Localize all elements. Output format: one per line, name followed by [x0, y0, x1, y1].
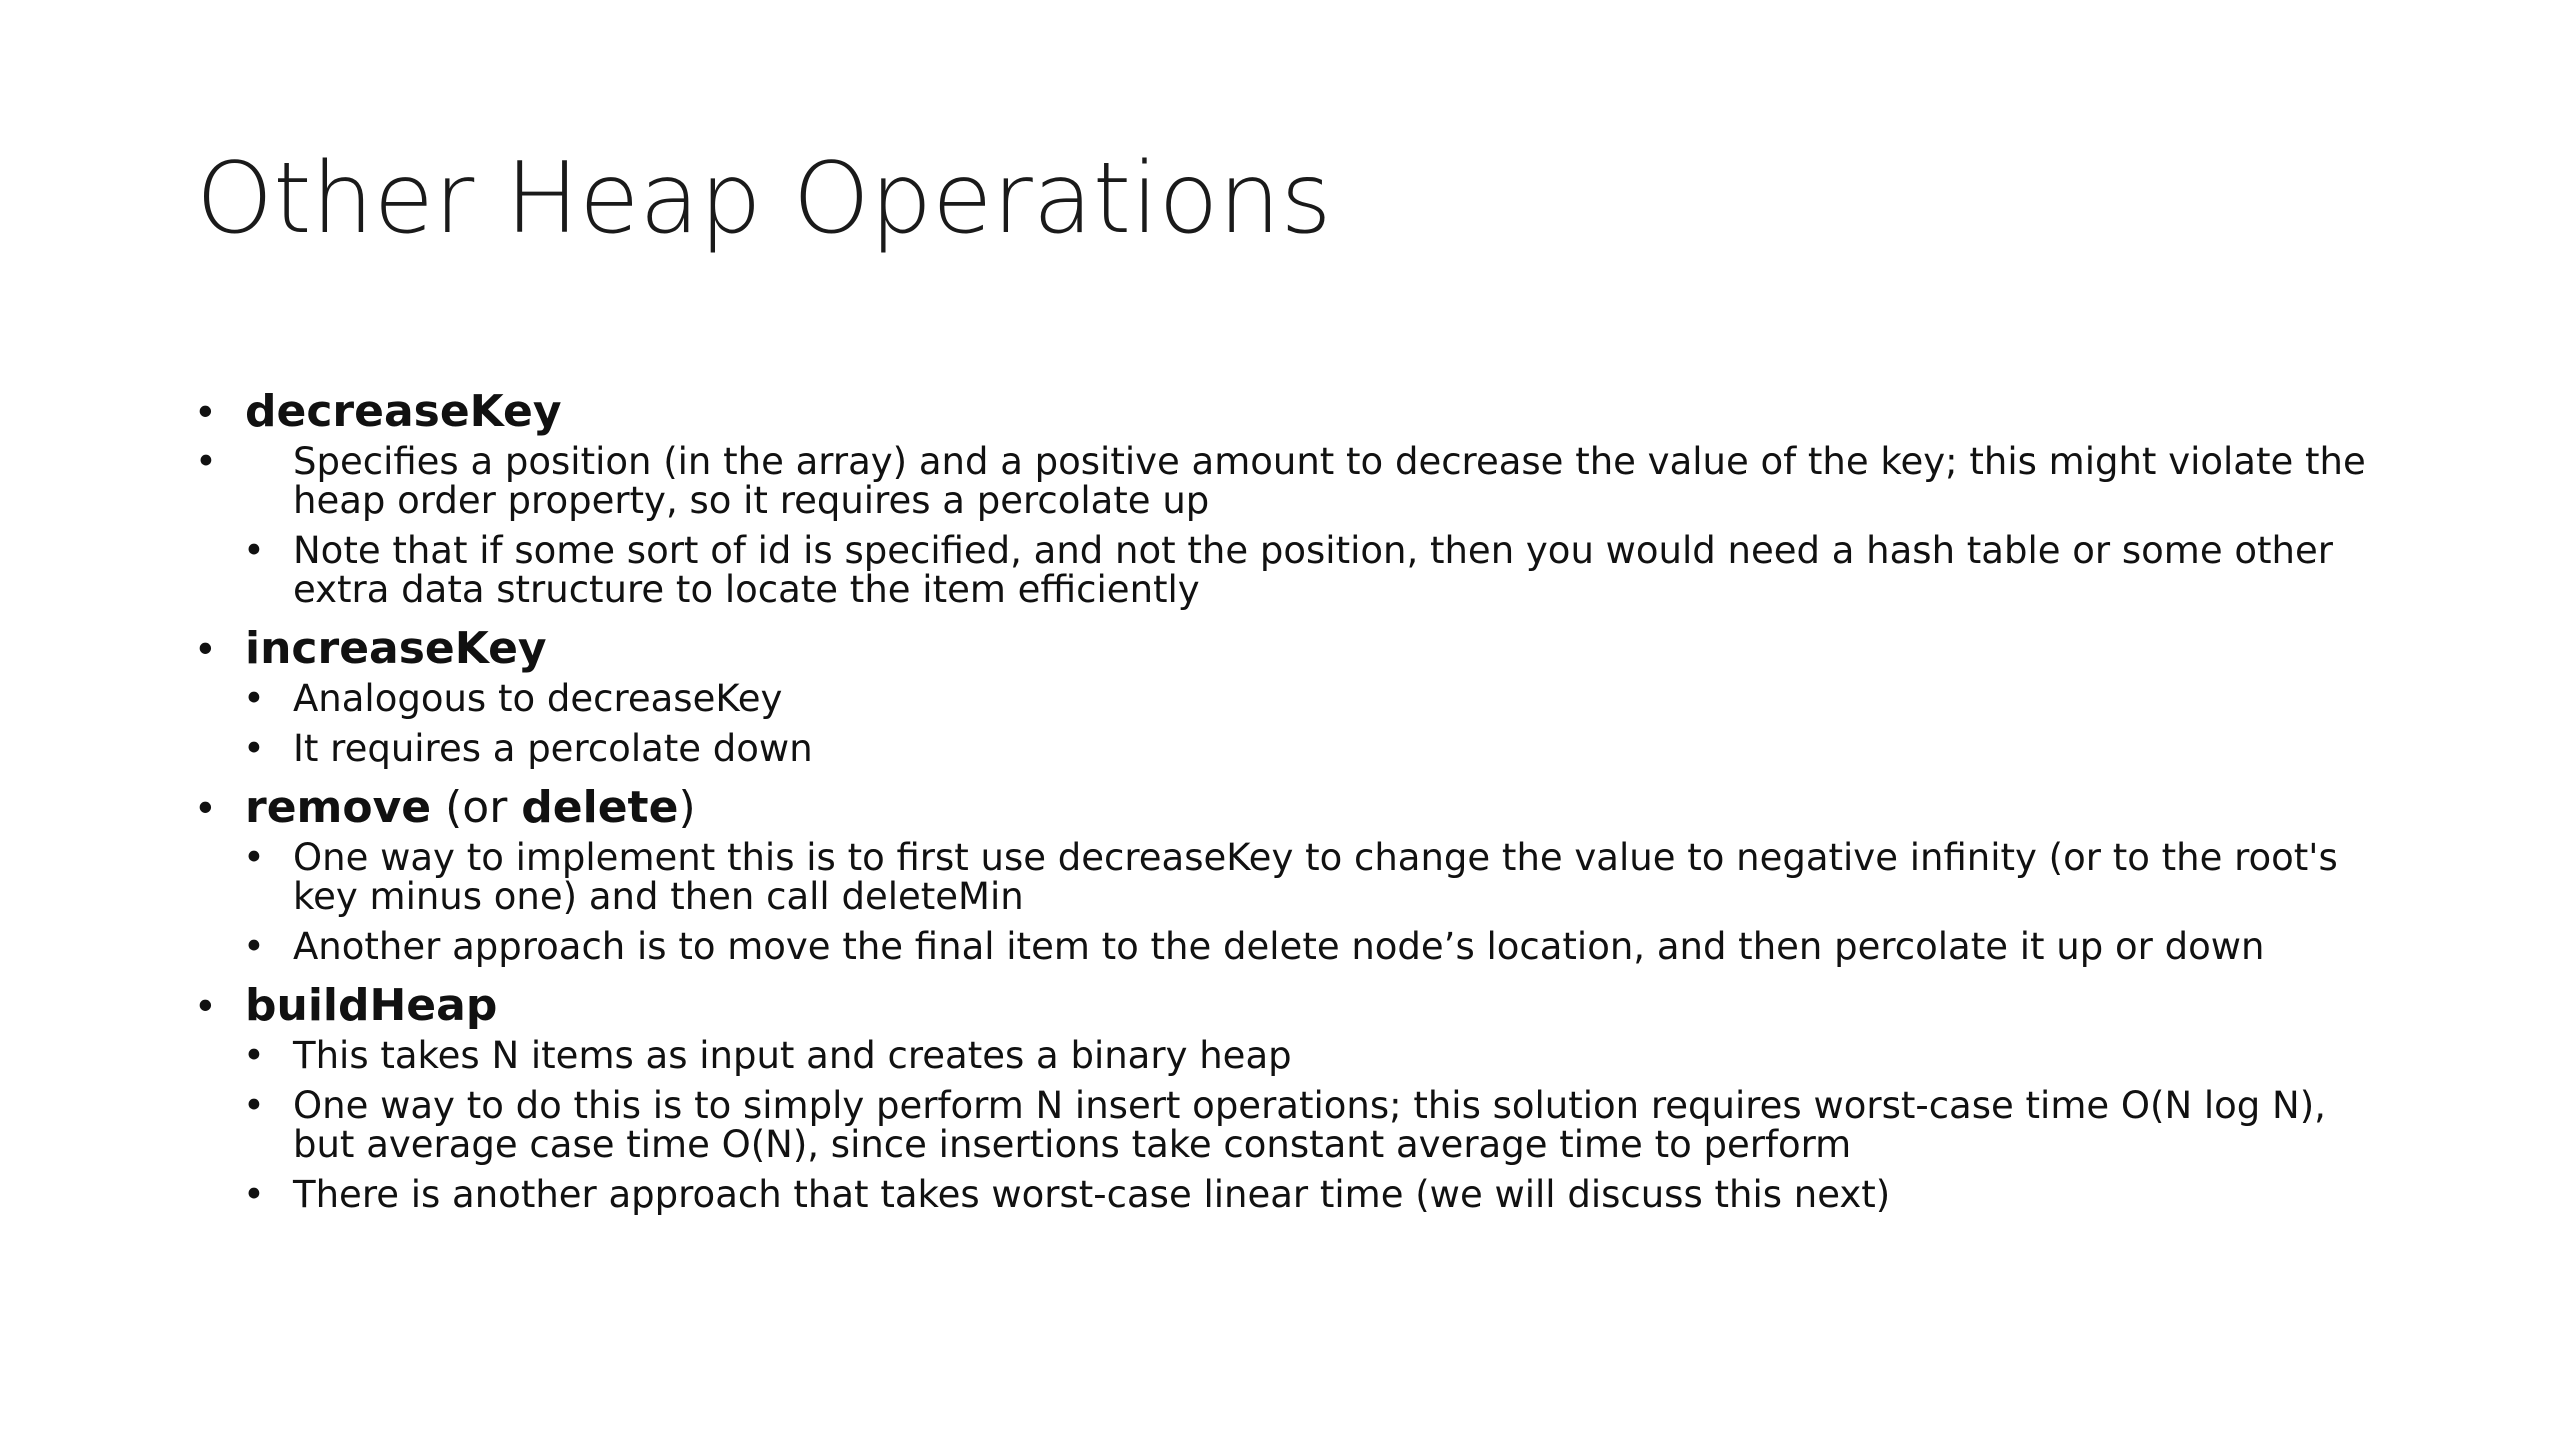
- slide-content: [196, 386, 2396, 1228]
- sub-item-text: Analogous to decreaseKey: [293, 677, 783, 720]
- sub-item-text: Specifies a position (in the array) and a positive amount to decrease the value of the key; this might violate the heap order property, so it requires a percolate up: [293, 440, 2366, 522]
- item-heading: [245, 980, 2396, 1032]
- bullet-icon: •: [198, 624, 213, 671]
- sub-item: [196, 442, 2396, 520]
- bullet-icon: •: [195, 440, 217, 483]
- bullet-icon: •: [198, 981, 213, 1028]
- heading-plain: (or: [431, 782, 522, 833]
- bullet-icon: •: [243, 1173, 265, 1216]
- item-heading: [245, 386, 2396, 438]
- bullet-icon: •: [243, 677, 265, 720]
- sub-item: [196, 1086, 2396, 1164]
- bullet-icon: •: [243, 529, 265, 572]
- sub-list: [245, 1036, 2396, 1214]
- bullet-icon: •: [243, 1084, 265, 1127]
- bullet-icon: •: [198, 387, 213, 434]
- bullet-icon: •: [243, 727, 265, 770]
- heading-bold: remove: [245, 782, 432, 833]
- bullet-list: [196, 386, 2396, 1214]
- list-item-decreasekey: [196, 386, 2396, 609]
- item-heading: [245, 782, 2396, 834]
- heading-plain-close: ): [678, 782, 696, 833]
- slide-title: Other Heap Operations: [196, 142, 1332, 256]
- sub-item: [196, 927, 2396, 966]
- sub-item-text: Another approach is to move the final item to the delete node’s location, and then percolate it up or down: [293, 925, 2265, 968]
- sub-item: [196, 531, 2396, 609]
- bullet-icon: •: [243, 1034, 265, 1077]
- sub-item-text: There is another approach that takes worst-case linear time (we will discuss this next): [293, 1173, 1891, 1216]
- heading-bold-delete: delete: [521, 782, 679, 833]
- list-item-buildheap: [196, 980, 2396, 1214]
- list-item-remove: [196, 782, 2396, 966]
- bullet-icon: •: [198, 783, 213, 830]
- sub-list: [245, 679, 2396, 768]
- item-heading: [245, 623, 2396, 675]
- list-item-increasekey: [196, 623, 2396, 768]
- sub-item-text: This takes N items as input and creates a binary heap: [293, 1034, 1292, 1077]
- sub-item: [196, 729, 2396, 768]
- sub-list: [245, 838, 2396, 966]
- sub-item: [196, 838, 2396, 916]
- sub-item-text: Note that if some sort of id is specified, and not the position, then you would need a hash table or some other extra data structure to locate the item efficiently: [293, 529, 2333, 611]
- sub-item: [196, 1175, 2396, 1214]
- sub-item: [196, 679, 2396, 718]
- sub-item-text: It requires a percolate down: [293, 727, 813, 770]
- heading-bold: increaseKey: [245, 623, 547, 674]
- heading-bold: decreaseKey: [245, 386, 562, 437]
- sub-list: [195, 440, 2396, 611]
- sub-item: [196, 1036, 2396, 1075]
- bullet-icon: •: [243, 836, 265, 879]
- heading-bold: buildHeap: [245, 980, 498, 1031]
- sub-item-text: One way to do this is to simply perform N insert operations; this solution requires worst-case time O(N log N), but average case time O(N), since insertions take constant average time to perform: [293, 1084, 2326, 1166]
- bullet-icon: •: [243, 925, 265, 968]
- sub-item-text: One way to implement this is to first use decreaseKey to change the value to negative infinity (or to the root's key minus one) and then call deleteMin: [293, 836, 2338, 918]
